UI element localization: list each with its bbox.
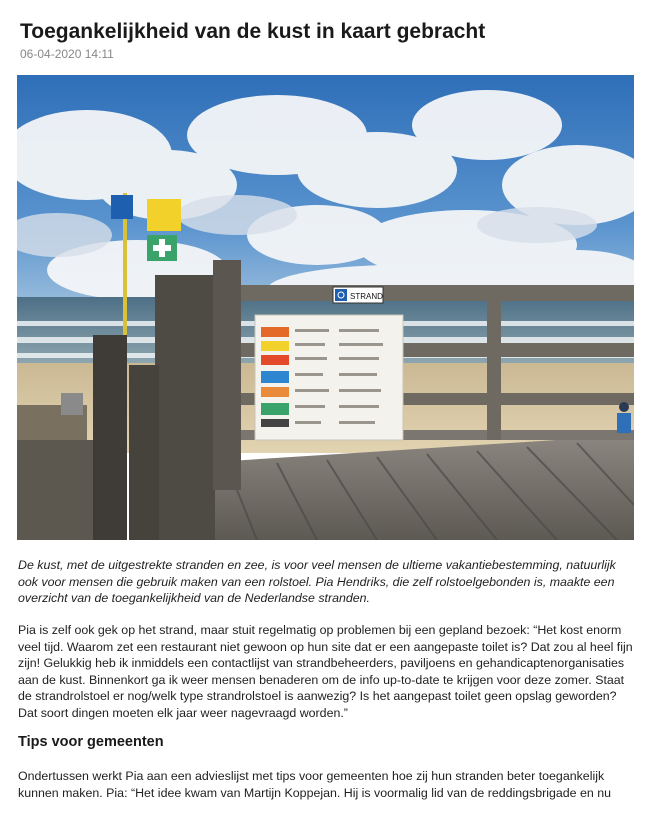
article-paragraph-2: Ondertussen werkt Pia aan een advieslijst met tips voor gemeenten hoe zij hun stranden beter toegankelijk kunnen maken. Pia: “Het idee kwam van Martijn Koppejan. Hij is voormalig lid van de reddingsbrigade en nu — [18, 769, 612, 800]
yellow-flag-icon — [147, 199, 181, 231]
publish-date: 06-04-2020 14:11 — [20, 47, 114, 61]
article-photo — [17, 75, 634, 540]
section-heading: Tips voor gemeenten — [18, 734, 164, 750]
page-title: Toegankelijkheid van de kust in kaart gebracht — [20, 20, 486, 43]
article-paragraph-1: Pia is zelf ook gek op het strand, maar stuit regelmatig op problemen bij een gepland bezoek: “Het kost enorm veel tijd. Waarom zet een restaurant niet gewoon op hun site dat er een aangepaste toilet is? Dat zou al heel fijn zijn! Gelukkig heb ik inmiddels een contactlijst van strandbeheerders, paviljoens en gehandicaptenorganisaties aan de kust. Binnenkort ga ik weer mensen benaderen om de info up-to-date te krijgen voor deze zomer. Staat de strandrolstoel er nog/welk type strandrolstoel is aanwezig? Is het aangepast toilet geen opslag geworden? Dat soort dingen moeten elk jaar weer nagevraagd worden.” — [18, 623, 633, 720]
blue-flag-icon — [111, 195, 133, 219]
strand-sign-label: STRAND — [350, 292, 383, 301]
article-lead: De kust, met de uitgestrekte stranden en zee, is voor veel mensen de ultieme vakantiebestemming, natuurlijk ook voor mensen die gebruik maken van een rolstoel. Pia Hendriks, die zelf rolstoelgebonden is, maakte een overzicht van de toegankelijkheid van de Nederlandse stranden. — [18, 558, 616, 605]
wheelchair-icon — [335, 289, 347, 301]
